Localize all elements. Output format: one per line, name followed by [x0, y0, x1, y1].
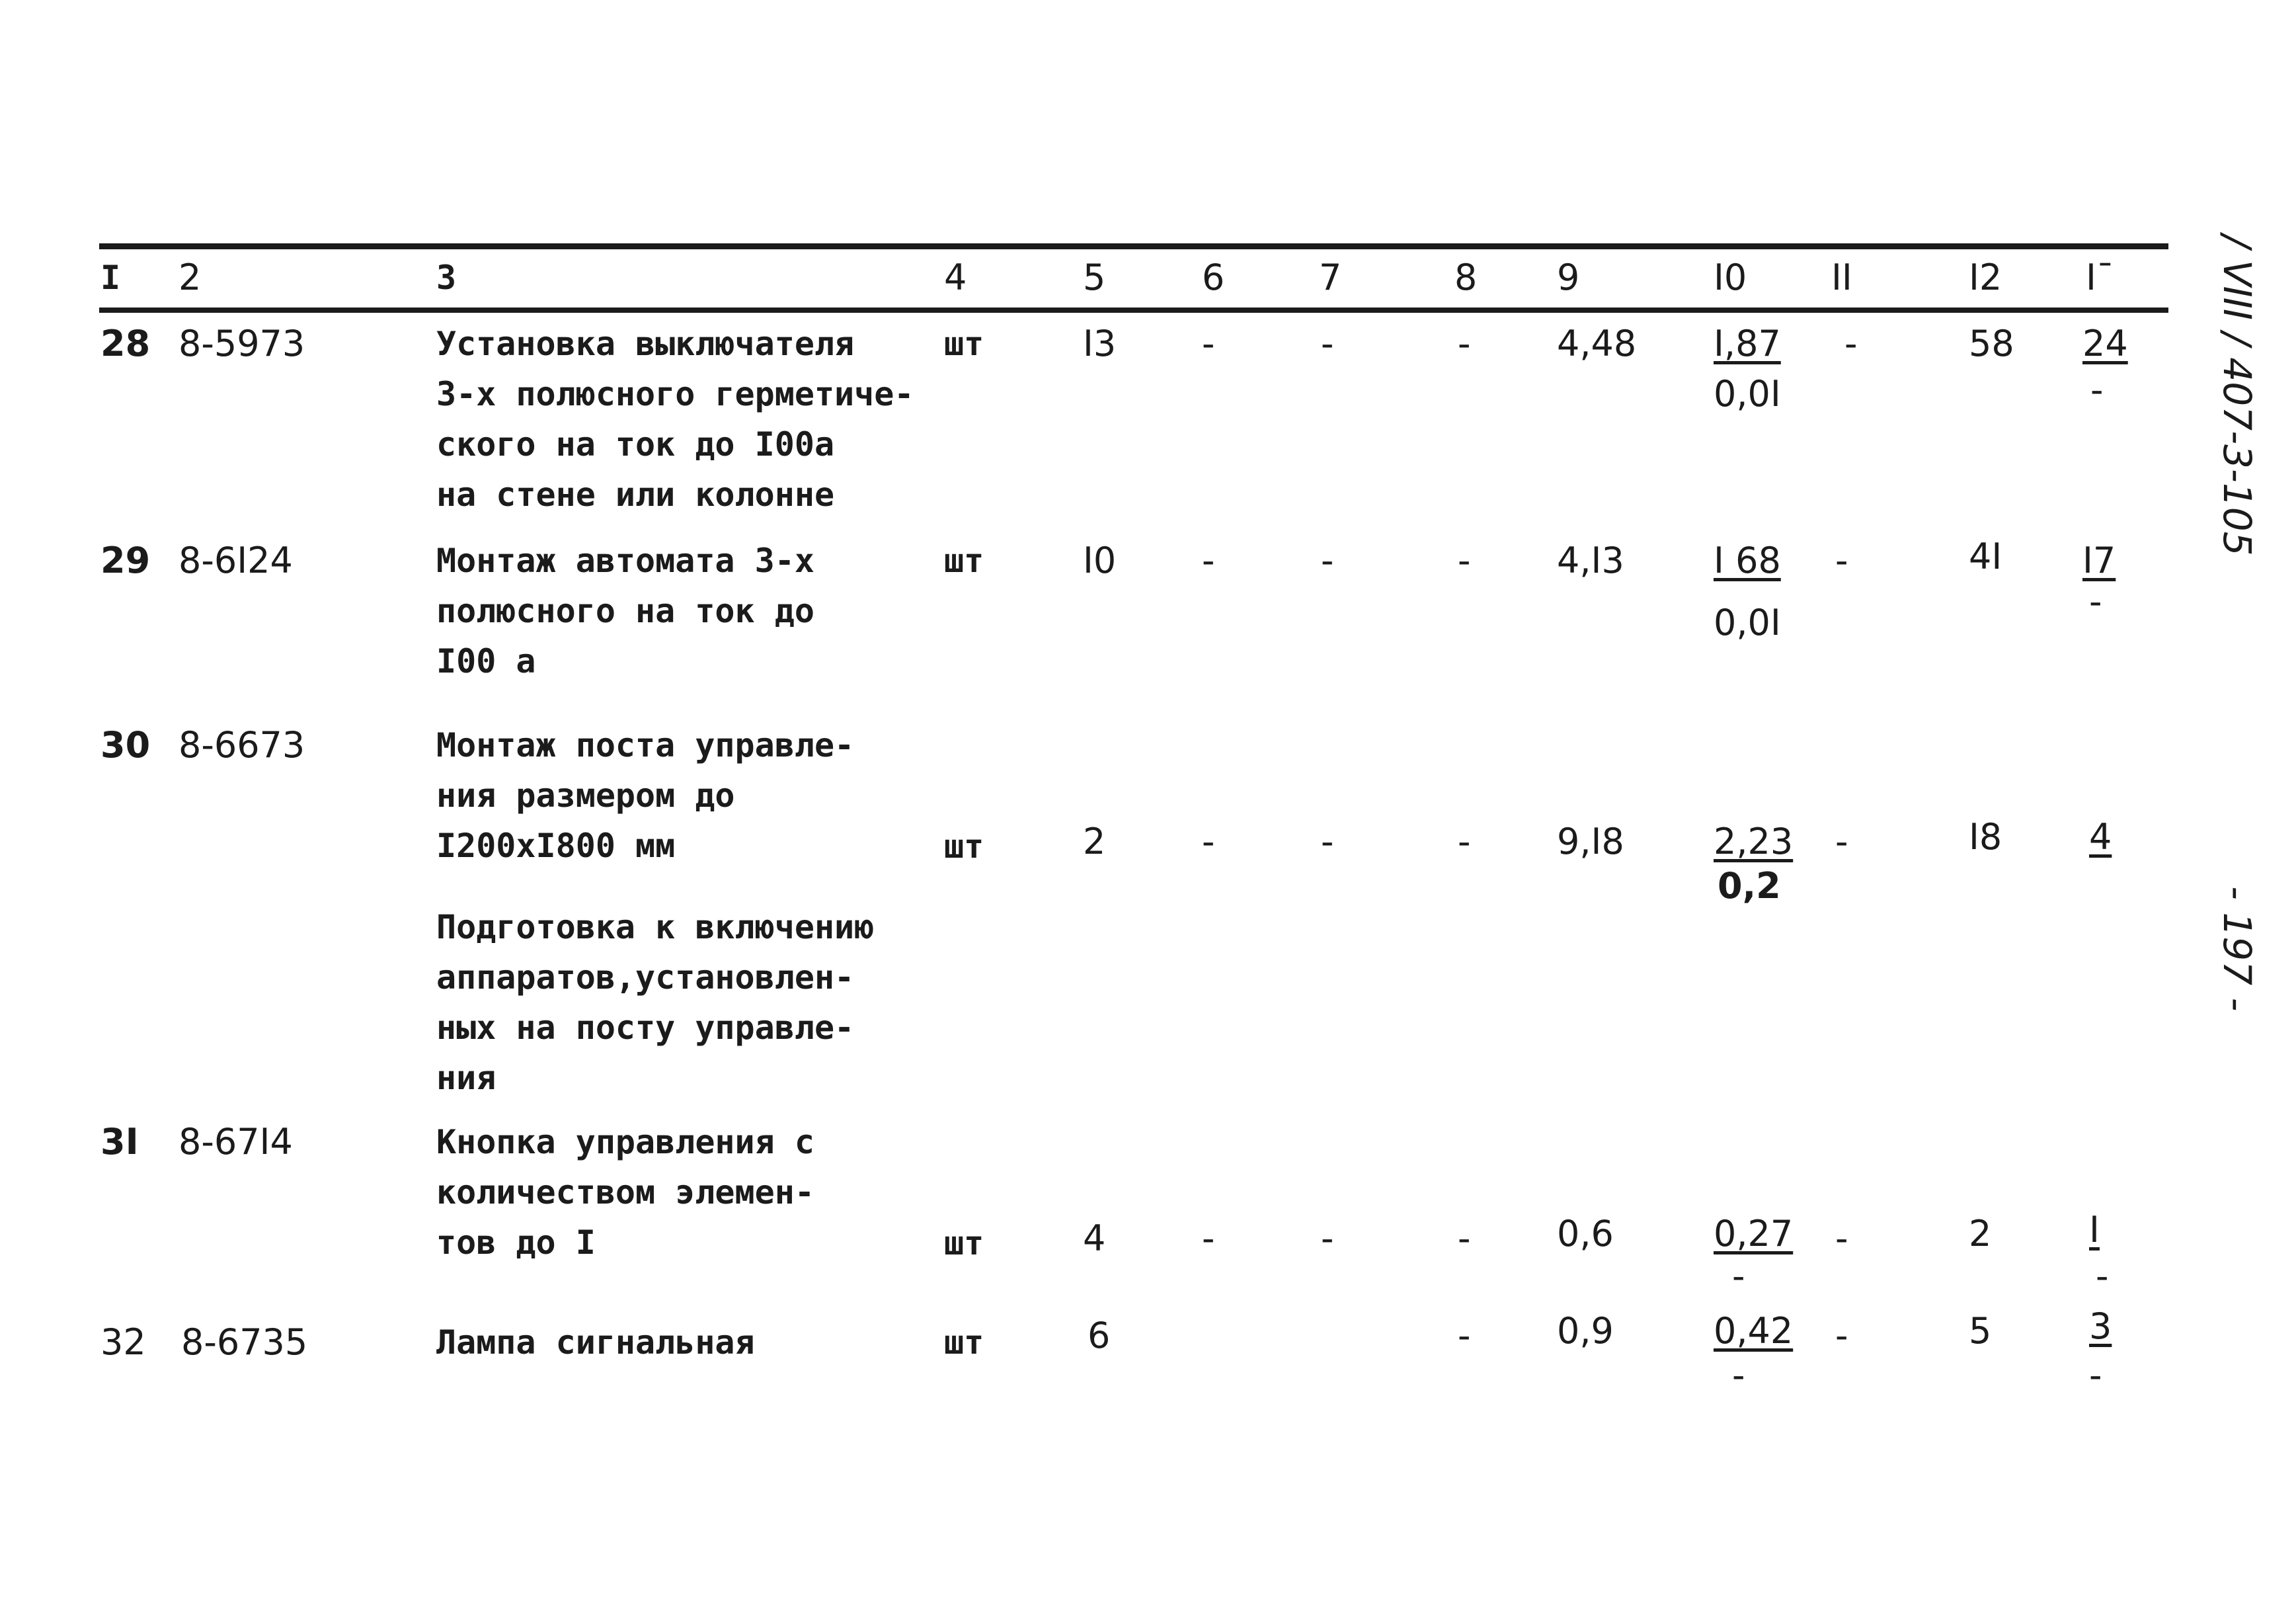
row-col-9: 0,9: [1557, 1310, 1614, 1352]
row-description: Монтаж поста управле- ния размером до I200хI800 мм: [436, 726, 855, 865]
row-col-12: 5: [1969, 1310, 1992, 1352]
row-col-11: -: [1835, 1217, 1848, 1259]
row-code: 8-67I4: [178, 1121, 293, 1163]
row-col-10-bottom: 0,2: [1718, 865, 1781, 907]
row-col-9: 0,6: [1557, 1213, 1614, 1254]
row-code: 8-6735: [181, 1321, 308, 1363]
header-col-5: 5: [1083, 257, 1106, 298]
row-description-extra: Подготовка к включению аппаратов,установлен- ных на посту управле- ния: [436, 908, 875, 1097]
row-col-7: -: [1321, 323, 1334, 364]
row-qty: I3: [1083, 323, 1117, 364]
row-unit: шт: [944, 325, 984, 363]
table-header-rule: [99, 308, 2168, 313]
row-col-6: -: [1202, 821, 1215, 862]
row-col-8: -: [1458, 540, 1471, 581]
row-col-10-bottom: -: [1732, 1255, 1745, 1297]
row-col-13-bottom: -: [2090, 369, 2104, 411]
row-col-10-bottom: 0,0I: [1714, 602, 1781, 643]
row-col-7: -: [1321, 540, 1334, 581]
row-col-9: 4,I3: [1557, 540, 1624, 581]
row-col-8: -: [1458, 323, 1471, 364]
row-qty: 2: [1083, 821, 1106, 862]
row-col-10-top: I,87: [1714, 323, 1781, 364]
row-number: 29: [100, 540, 151, 581]
row-unit: шт: [944, 1323, 984, 1362]
row-description: Кнопка управления с количеством элемен- тов до I: [436, 1123, 814, 1262]
row-col-6: -: [1202, 323, 1215, 364]
header-col-8: 8: [1454, 257, 1478, 298]
header-col-10: I0: [1714, 257, 1747, 298]
row-col-6: -: [1202, 540, 1215, 581]
row-col-8: -: [1458, 1315, 1471, 1356]
row-col-13-top: I7: [2082, 540, 2116, 581]
row-code: 8-6673: [178, 724, 305, 766]
row-description: Монтаж автомата 3-х полюсного на ток до I00 а: [436, 542, 814, 680]
row-col-11: -: [1844, 323, 1858, 364]
row-number: 28: [100, 323, 151, 364]
header-col-4: 4: [944, 257, 967, 298]
row-qty: I0: [1083, 540, 1117, 581]
row-unit: шт: [944, 542, 984, 580]
header-col-2: 2: [178, 257, 202, 298]
row-number: 30: [100, 724, 151, 766]
row-col-13-bottom: -: [2089, 1354, 2102, 1396]
row-description: Лампа сигнальная: [436, 1323, 755, 1362]
header-col-13: I¯: [2086, 257, 2114, 298]
row-unit: шт: [944, 827, 984, 866]
row-code: 8-6I24: [178, 540, 293, 581]
row-col-10-bottom: 0,0I: [1714, 373, 1781, 415]
row-col-11: -: [1835, 540, 1848, 581]
row-col-13-bottom: -: [2089, 581, 2102, 622]
row-unit: шт: [944, 1224, 984, 1262]
margin-page-number: - 197 -: [2215, 886, 2260, 1012]
row-col-9: 9,I8: [1557, 821, 1624, 862]
header-col-7: 7: [1319, 257, 1342, 298]
row-col-13-top: I: [2089, 1209, 2100, 1251]
header-col-1: I: [100, 259, 121, 297]
row-col-10-bottom: -: [1732, 1354, 1745, 1396]
row-col-13-top: 4: [2089, 816, 2112, 858]
row-col-13-bottom: -: [2096, 1255, 2109, 1297]
row-col-11: -: [1835, 821, 1848, 862]
row-col-7: -: [1321, 821, 1334, 862]
row-qty: 4: [1083, 1217, 1106, 1259]
header-col-11: II: [1831, 257, 1852, 298]
row-col-7: -: [1321, 1217, 1334, 1259]
row-code: 8-5973: [178, 323, 305, 364]
row-number: 3I: [100, 1121, 139, 1163]
row-number: 32: [100, 1321, 146, 1363]
row-col-13-top: 24: [2082, 323, 2128, 364]
header-col-9: 9: [1557, 257, 1580, 298]
row-col-6: -: [1202, 1217, 1215, 1259]
header-col-3: 3: [436, 259, 457, 297]
row-col-9: 4,48: [1557, 323, 1637, 364]
row-col-10-top: 0,27: [1714, 1213, 1794, 1254]
row-description: Установка выключателя 3-х полюсного герметиче- ского на ток до I00а на стене или колонне: [436, 325, 914, 514]
header-col-12: I2: [1969, 257, 2002, 298]
row-col-10-top: 0,42: [1714, 1310, 1794, 1352]
row-col-11: -: [1835, 1315, 1848, 1356]
row-col-8: -: [1458, 821, 1471, 862]
row-col-13-top: 3: [2089, 1305, 2112, 1347]
row-col-10-top: I 68: [1714, 540, 1781, 581]
margin-doc-code: / VIII / 407-3-105: [2215, 235, 2260, 556]
header-col-6: 6: [1202, 257, 1225, 298]
row-col-12: 2: [1969, 1213, 1992, 1254]
row-col-8: -: [1458, 1217, 1471, 1259]
row-qty: 6: [1088, 1315, 1111, 1356]
row-col-12: I8: [1969, 816, 2002, 858]
row-col-10-top: 2,23: [1714, 821, 1794, 862]
table-top-rule: [99, 243, 2168, 249]
row-col-12: 58: [1969, 323, 2014, 364]
row-col-12: 4I: [1969, 536, 2002, 577]
